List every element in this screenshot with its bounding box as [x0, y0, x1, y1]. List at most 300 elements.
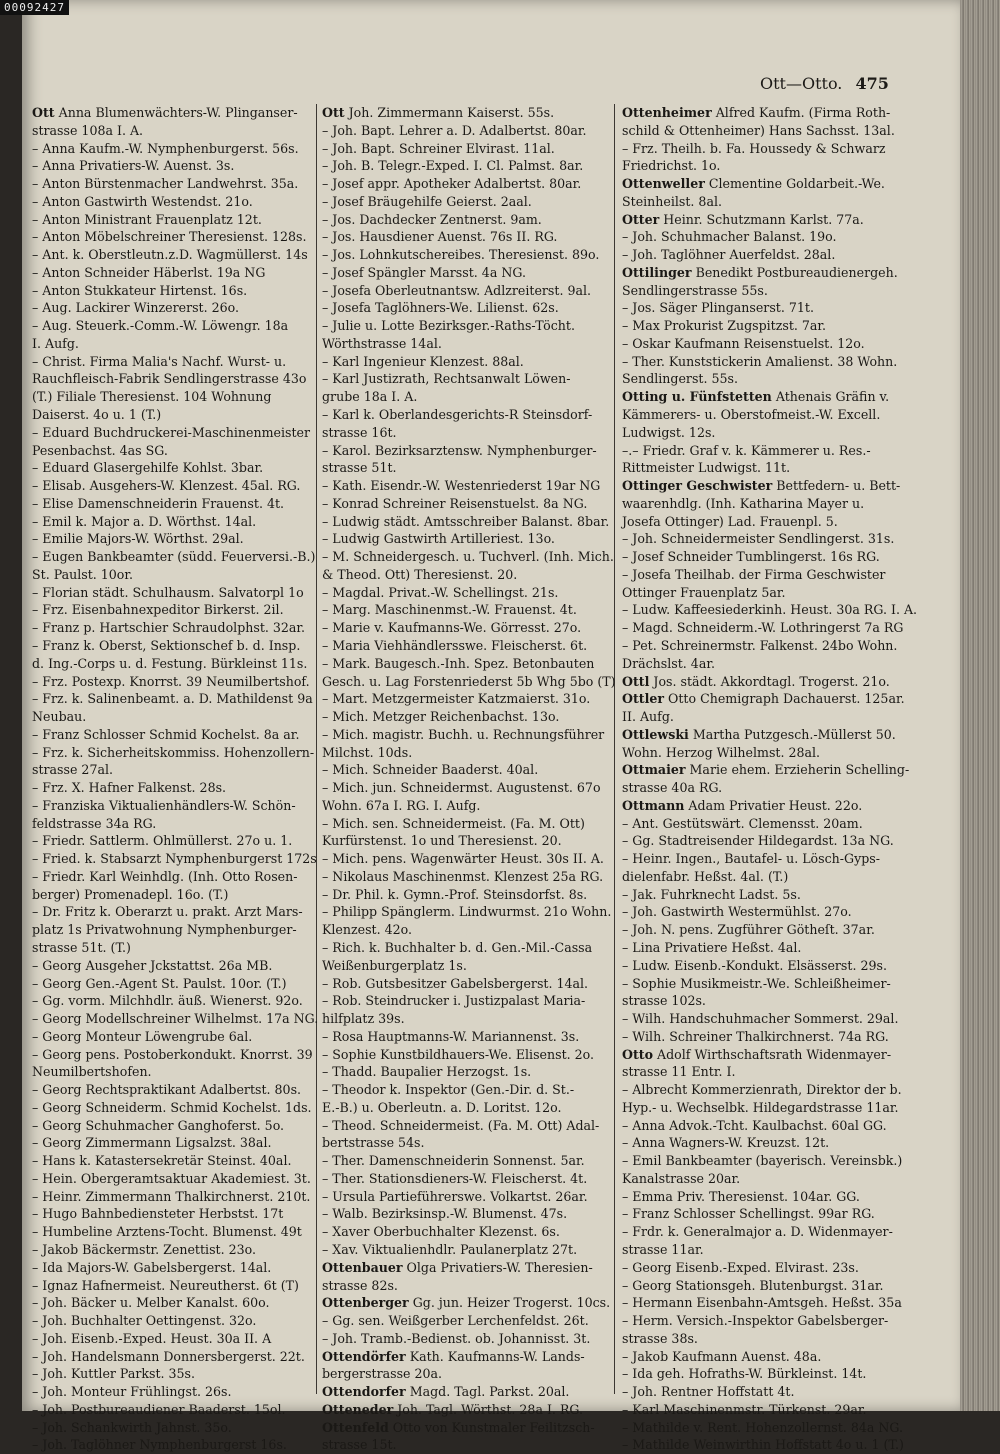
directory-entry-line — [322, 1419, 606, 1437]
directory-entry-line — [622, 832, 918, 850]
surname-heading: Ottlewski — [622, 726, 689, 742]
directory-entry-line — [322, 193, 606, 211]
directory-entry-line — [622, 637, 918, 655]
entry-text: grube 18a I. A. — [322, 389, 418, 405]
directory-entry-line — [622, 211, 918, 229]
entry-text: St. Paulst. 10or. — [32, 566, 134, 582]
directory-entry-line — [622, 1259, 918, 1277]
entry-text: Kurfürstenst. 1o und Theresienst. 20. — [322, 833, 562, 849]
surname-heading: Ottendorfer — [322, 1384, 406, 1400]
directory-entry-line — [32, 228, 308, 246]
entry-text: – Josefa Taglöhners-We. Lilienst. 62s. — [322, 300, 559, 316]
entry-text: bergerstrasse 20a. — [322, 1366, 443, 1382]
entry-text: Alfred Kaufm. (Firma Roth- — [711, 105, 891, 120]
entry-text: – Georg Gen.-Agent St. Paulst. 10or. (T.) — [32, 975, 287, 991]
entry-text: feldstrasse 34a RG. — [32, 815, 157, 831]
directory-entry-line — [622, 193, 918, 211]
entry-text: Rauchfleisch-Fabrik Sendlingerstrasse 43o — [32, 371, 307, 387]
entry-text: Olga Privatiers-W. Theresien- — [402, 1259, 593, 1275]
directory-entry-line — [622, 726, 918, 744]
entry-text: – Gg. vorm. Milchhdlr. äuß. Wienerst. 92o. — [32, 993, 303, 1009]
directory-entry-line — [32, 1330, 308, 1348]
directory-entry-line — [32, 299, 308, 317]
entry-text: – Mathilde Weinwirthin Hoffstatt 4o u. 1 (T.) — [622, 1437, 904, 1453]
directory-entry-line — [322, 726, 606, 744]
directory-entry-line — [32, 1294, 308, 1312]
entry-text: – Josefa Theilhab. der Firma Geschwister — [622, 566, 886, 582]
entry-text: Wohn. Herzog Wilhelmst. 28al. — [622, 744, 821, 760]
entry-text: Milchst. 10ds. — [322, 744, 413, 760]
entry-text: – Magdal. Privat.-W. Schellingst. 21s. — [322, 584, 559, 600]
entry-text: waarenhdlg. (Inh. Katharina Mayer u. — [622, 495, 865, 511]
directory-entry-line — [322, 246, 606, 264]
entry-text: – Rosa Hauptmanns-W. Mariannenst. 3s. — [322, 1028, 580, 1044]
directory-entry-line — [322, 228, 606, 246]
entry-text: Kanalstrasse 20ar. — [622, 1170, 741, 1186]
entry-text: – Frz. Theilh. b. Fa. Houssedy & Schwarz — [622, 140, 886, 156]
directory-entry-line — [622, 939, 918, 957]
entry-text: – Mich. Metzger Reichenbachst. 13o. — [322, 709, 560, 725]
surname-heading: Ottendörfer — [322, 1348, 406, 1364]
directory-entry-line — [32, 370, 308, 388]
entry-text: – Ther. Damenschneiderin Sonnenst. 5ar. — [322, 1153, 585, 1169]
surname-heading: Otting u. Fünfstetten — [622, 389, 772, 405]
entry-text: Steinheilst. 8al. — [622, 193, 722, 209]
directory-entry-line — [622, 264, 918, 282]
directory-entry-line — [622, 886, 918, 904]
directory-entry-line — [622, 1152, 918, 1170]
surname-heading: Ottilinger — [622, 264, 692, 280]
entry-text: – Josefa Oberleutnantsw. Adlzreiterst. 9al. — [322, 282, 592, 298]
entry-text: – Ther. Kunststickerin Amalienst. 38 Wohn. — [622, 353, 898, 369]
directory-entry-line — [322, 690, 606, 708]
directory-entry-line — [322, 175, 606, 193]
directory-entry-line — [622, 406, 918, 424]
entry-text: – Frz. k. Salinenbeamt. a. D. Mathildenst 9a — [32, 691, 313, 707]
directory-entry-line — [32, 584, 308, 602]
entry-text: Wörthstrasse 14al. — [322, 335, 442, 351]
directory-entry-line — [32, 246, 308, 264]
entry-text: – Wilh. Schreiner Thalkirchnerst. 74a RG. — [622, 1028, 889, 1044]
directory-column-1 — [32, 104, 319, 1453]
directory-entry-line — [322, 530, 606, 548]
directory-entry-line — [32, 566, 308, 584]
entry-text: Josefa Ottinger) Lad. Frauenpl. 5. — [622, 513, 838, 529]
entry-text: – Jos. Lohnkutschereibes. Theresienst. 89o. — [322, 247, 600, 263]
directory-entry-line — [322, 921, 606, 939]
directory-entry-line — [322, 104, 606, 122]
directory-entry-line — [32, 1188, 311, 1206]
entry-text: – Georg Stationsgeh. Blutenburgst. 31ar. — [622, 1277, 884, 1293]
directory-entry-line — [622, 370, 918, 388]
column-divider-1 — [316, 104, 317, 1394]
entry-text: – Xav. Viktualienhdlr. Paulanerplatz 27t. — [322, 1242, 578, 1257]
entry-text: – Anton Stukkateur Hirtenst. 16s. — [32, 282, 248, 298]
directory-entry-line — [32, 1223, 308, 1241]
entry-text: – Hans k. Katastersekretär Steinst. 40al. — [32, 1153, 292, 1169]
entry-text: – Florian städt. Schulhausm. Salvatorpl 1o — [32, 584, 304, 600]
entry-text: – Ludwig Gastwirth Artilleriest. 13o. — [322, 531, 555, 547]
entry-text: strasse 108a I. A. — [32, 122, 144, 138]
entry-text: – Josef appr. Apotheker Adalbertst. 80ar. — [322, 176, 582, 192]
surname-heading: Ottinger Geschwister — [622, 478, 773, 494]
entry-text: – Ida Majors-W. Gabelsbergerst. 14al. — [32, 1259, 272, 1275]
directory-entry-line — [322, 1383, 606, 1401]
entry-text: – Joh. Eisenb.-Exped. Heust. 30a II. A — [32, 1330, 272, 1346]
entry-text: – Kath. Eisendr.-W. Westenriederst 19ar NG — [322, 478, 601, 494]
directory-entry-line — [622, 1294, 918, 1312]
entry-text: – Anton Möbelschreiner Theresienst. 128s. — [32, 229, 307, 245]
directory-entry-line — [32, 513, 308, 531]
directory-entry-line — [322, 548, 614, 566]
directory-entry-line — [32, 619, 308, 637]
directory-entry-line — [322, 992, 606, 1010]
directory-entry-line — [32, 708, 308, 726]
entry-text: – Franziska Viktualienhändlers-W. Schön- — [32, 797, 296, 813]
entry-text: – Anton Bürstenmacher Landwehrst. 35a. — [32, 176, 299, 192]
directory-entry-line — [622, 673, 918, 691]
entry-text: Sendlingerst. 55s. — [622, 371, 738, 387]
entry-text: – Herm. Versich.-Inspektor Gabelsberger- — [622, 1313, 889, 1329]
directory-entry-line — [622, 761, 918, 779]
directory-column-2 — [322, 104, 616, 1453]
entry-text: – Mich. pens. Wagenwärter Heust. 30s II. A. — [322, 851, 604, 867]
entry-text: – Anna Privatiers-W. Auenst. 3s. — [32, 158, 235, 174]
entry-text: – Oskar Kaufmann Reisenstuelst. 12o. — [622, 335, 865, 351]
directory-entry-line — [32, 886, 308, 904]
directory-entry-line — [32, 1028, 308, 1046]
directory-entry-line — [622, 903, 918, 921]
entry-text: – Joh. N. pens. Zugführer Götheſt. 37ar. — [622, 922, 875, 938]
directory-entry-line — [32, 335, 308, 353]
surname-heading: Otter — [622, 211, 660, 227]
entry-text: – Joh. Schneidermeister Sendlingerst. 31s. — [622, 531, 895, 547]
directory-entry-line — [32, 761, 308, 779]
directory-entry-line — [622, 992, 918, 1010]
directory-entry-line — [322, 513, 610, 531]
entry-text: E.-B.) u. Oberleutn. a. D. Loritst. 12o. — [322, 1099, 562, 1115]
entry-text: – Mich. magistr. Buchh. u. Rechnungsführer — [322, 726, 605, 742]
directory-entry-line — [322, 1241, 606, 1259]
directory-entry-line — [322, 282, 606, 300]
directory-entry-line — [622, 335, 918, 353]
directory-entry-line — [322, 1099, 606, 1117]
directory-entry-line — [622, 584, 918, 602]
entry-text: – Jos. Dachdecker Zentnerst. 9am. — [322, 211, 542, 227]
directory-entry-line — [322, 1436, 606, 1454]
entry-text: Martha Putzgesch.-Müllerst 50. — [688, 726, 896, 742]
entry-text: – Anna Advok.-Tcht. Kaulbachst. 60al GG. — [622, 1117, 887, 1133]
page-header — [760, 74, 930, 93]
entry-text: strasse 16t. — [322, 424, 397, 440]
entry-text: – Joh. Taglöhner Auerfeldst. 28al. — [622, 247, 836, 263]
directory-entry-line — [322, 299, 606, 317]
directory-entry-line — [322, 903, 612, 921]
entry-text: – Marie v. Kaufmanns-We. Görresst. 27o. — [322, 620, 582, 636]
entry-text: – Georg Monteur Löwengrube 6al. — [32, 1028, 253, 1044]
directory-entry-line — [322, 495, 606, 513]
entry-text: platz 1s Privatwohnung Nymphenburger- — [32, 922, 297, 938]
directory-entry-line — [622, 779, 918, 797]
directory-entry-line — [622, 1401, 918, 1419]
directory-entry-line — [32, 282, 308, 300]
entry-text: Marie ehem. Erzieherin Schelling- — [685, 762, 910, 778]
entry-text: – Dr. Phil. k. Gymn.-Prof. Steinsdorfst. 8s. — [322, 886, 588, 902]
entry-text: –.– Friedr. Graf v. k. Kämmerer u. Res.- — [622, 442, 871, 458]
entry-text: – Mart. Metzgermeister Katzmaierst. 31o. — [322, 691, 591, 707]
directory-entry-line — [32, 939, 308, 957]
scan-id-stamp: 00092427 — [0, 0, 69, 15]
directory-entry-line — [322, 1348, 606, 1366]
entry-text: – Joh. Buchhalter Oettingenst. 32o. — [32, 1313, 257, 1329]
surname-heading: Ottler — [622, 691, 665, 707]
entry-text: – Ther. Stationsdieners-W. Fleischerst. 4t. — [322, 1170, 588, 1186]
directory-entry-line — [322, 655, 606, 673]
entry-text: – Eduard Buchdruckerei-Maschinenmeister — [32, 424, 311, 440]
directory-entry-line — [322, 1365, 606, 1383]
entry-text: Pesenbachst. 4as SG. — [32, 442, 168, 458]
directory-entry-line — [32, 1401, 308, 1419]
book-page-edges — [960, 0, 1000, 1411]
directory-entry-line — [32, 495, 308, 513]
entry-text: strasse 51t. — [322, 460, 397, 476]
directory-entry-line — [32, 815, 308, 833]
directory-entry-line — [322, 815, 606, 833]
directory-entry-line — [32, 353, 308, 371]
directory-entry-line — [622, 530, 918, 548]
directory-entry-line — [622, 1277, 918, 1295]
directory-entry-line — [622, 690, 918, 708]
entry-text: – Albrecht Kommerzienrath, Direktor der b. — [622, 1082, 902, 1098]
directory-entry-line — [622, 317, 918, 335]
entry-text: Adam Privatier Heust. 22o. — [684, 797, 863, 813]
entry-text: Magd. Tagl. Parkst. 20al. — [405, 1384, 570, 1400]
entry-text: strasse 82s. — [322, 1277, 398, 1293]
directory-entry-line — [322, 584, 606, 602]
entry-text: – Ant. k. Oberstleutn.z.D. Wagmüllerst. 14s — [32, 247, 308, 263]
directory-entry-line — [622, 1383, 918, 1401]
entry-text: Jos. städt. Akkordtagl. Trogerst. 21o. — [649, 673, 890, 689]
entry-text: – Ludwig städt. Amtsschreiber Balanst. 8bar. — [322, 513, 610, 529]
entry-text: – Josef Spängler Marsst. 4a NG. — [322, 264, 526, 280]
directory-entry-line — [322, 1401, 606, 1419]
entry-text: – Fried. k. Stabsarzt Nymphenburgerst 172s — [32, 851, 317, 867]
entry-text: – Walb. Bezirksinsp.-W. Blumenst. 47s. — [322, 1206, 568, 1222]
entry-text: Ludwigst. 12s. — [622, 424, 716, 440]
directory-entry-line — [622, 299, 918, 317]
entry-text: strasse 102s. — [622, 993, 706, 1009]
directory-entry-line — [32, 850, 317, 868]
page-number: 475 — [855, 74, 889, 93]
directory-entry-line — [622, 619, 918, 637]
entry-text: – Theodor k. Inspektor (Gen.-Dir. d. St.- — [322, 1082, 575, 1098]
entry-text: Otto von Kunstmaler Feilitzsch- — [388, 1419, 595, 1435]
entry-text: Drächslst. 4ar. — [622, 655, 715, 671]
entry-text: – Hermann Eisenbahn-Amtsgeh. Heßst. 35a — [622, 1295, 902, 1311]
directory-entry-line — [32, 1081, 308, 1099]
entry-text: Otto Chemigraph Dachauerst. 125ar. — [664, 691, 905, 707]
directory-entry-line — [32, 1348, 308, 1366]
directory-entry-line — [32, 1099, 312, 1117]
directory-entry-line — [32, 1152, 308, 1170]
entry-text: (T.) Filiale Theresienst. 104 Wohnung — [32, 389, 272, 405]
directory-entry-line — [322, 406, 606, 424]
directory-entry-line — [322, 1330, 606, 1348]
entry-text: & Theod. Ott) Theresienst. 20. — [322, 566, 518, 582]
directory-entry-line — [322, 868, 606, 886]
entry-text: – Joh. Monteur Frühlingst. 26s. — [32, 1384, 232, 1400]
directory-entry-line — [32, 548, 316, 566]
directory-entry-line — [32, 1205, 308, 1223]
entry-text: – Joh. Handelsmann Donnersbergerst. 22t. — [32, 1348, 305, 1364]
entry-text: – Joh. B. Telegr.-Exped. I. Cl. Palmst. 8ar. — [322, 158, 584, 174]
surname-heading: Ott — [322, 105, 345, 120]
directory-entry-line — [622, 815, 918, 833]
entry-text: Neumilbertshofen. — [32, 1064, 152, 1080]
directory-entry-line — [322, 957, 606, 975]
running-head: Ott—Otto. — [760, 74, 843, 93]
entry-text: – Ludw. Eisenb.-Kondukt. Elsässerst. 29s. — [622, 957, 887, 973]
entry-text: – Theod. Schneidermeist. (Fa. M. Ott) Adal- — [322, 1117, 600, 1133]
directory-entry-line — [32, 601, 308, 619]
directory-entry-line — [622, 1081, 918, 1099]
directory-entry-line — [622, 1117, 918, 1135]
entry-text: – Pet. Schreinermstr. Falkenst. 24bo Wohn. — [622, 637, 898, 653]
directory-entry-line — [322, 335, 606, 353]
entry-text: – Joh. Gastwirth Westermühlst. 27o. — [622, 904, 852, 920]
directory-entry-line — [32, 1277, 308, 1295]
directory-entry-line — [322, 1223, 606, 1241]
surname-heading: Ottenheimer — [622, 105, 712, 120]
directory-entry-line — [32, 903, 308, 921]
directory-entry-line — [322, 264, 606, 282]
directory-entry-line — [32, 1383, 308, 1401]
directory-entry-line — [322, 1117, 606, 1135]
directory-entry-line — [32, 122, 308, 140]
entry-text: Gg. jun. Heizer Trogerst. 10cs. — [408, 1295, 611, 1311]
entry-text: – Elisab. Ausgehers-W. Klenzest. 45al. RG. — [32, 478, 301, 494]
entry-text: Joh. Tagl. Wörthst. 28a I. RG. — [393, 1401, 584, 1417]
directory-entry-line — [322, 601, 606, 619]
directory-entry-line — [322, 459, 606, 477]
directory-entry-line — [32, 530, 308, 548]
entry-text: – Frz. k. Sicherheitskommiss. Hohenzollern- — [32, 744, 315, 760]
entry-text: – Eugen Bankbeamter (südd. Feuerversi.-B.) — [32, 549, 316, 565]
directory-entry-line — [322, 157, 606, 175]
directory-entry-line — [622, 655, 918, 673]
entry-text: – Franz p. Hartschier Schraudolphst. 32ar. — [32, 620, 306, 636]
entry-text: – Georg Modellschreiner Wilhelmst. 17a NG. — [32, 1011, 319, 1027]
entry-text: – Sophie Kunstbildhauers-We. Elisenst. 2o. — [322, 1046, 595, 1062]
directory-entry-line — [622, 175, 918, 193]
entry-text: – Franz Schlosser Schmid Kochelst. 8a ar. — [32, 726, 300, 742]
directory-entry-line — [32, 832, 308, 850]
entry-text: – Georg Schuhmacher Ganghoferst. 5o. — [32, 1117, 285, 1133]
directory-entry-line — [622, 1205, 918, 1223]
directory-entry-line — [622, 282, 918, 300]
entry-text: Kämmerers- u. Oberstofmeist.-W. Excell. — [622, 407, 881, 423]
entry-text: – Sophie Musikmeistr.-We. Schleißheimer- — [622, 975, 891, 991]
entry-text: – Joh. Taglöhner Nymphenburgerst 16s. — [32, 1437, 287, 1453]
entry-text: – Wilh. Handschuhmacher Sommerst. 29al. — [622, 1011, 899, 1027]
directory-entry-line — [622, 140, 918, 158]
directory-entry-line — [32, 797, 308, 815]
surname-heading: Ottenfeld — [322, 1419, 389, 1435]
directory-entry-line — [322, 122, 606, 140]
surname-heading: Ottenbauer — [322, 1259, 403, 1275]
entry-text: Benedikt Postbureaudienergeh. — [691, 264, 898, 280]
entry-text: – Lina Privatiere Heßst. 4al. — [622, 939, 802, 955]
entry-text: strasse 38s. — [622, 1330, 698, 1346]
directory-entry-line — [622, 1312, 918, 1330]
entry-text: strasse 15t. — [322, 1437, 397, 1453]
entry-text: – Ida geh. Hofraths-W. Bürkleinst. 14t. — [622, 1366, 867, 1382]
entry-text: Daiserst. 4o u. 1 (T.) — [32, 407, 162, 423]
directory-entry-line — [322, 388, 606, 406]
directory-entry-line — [622, 1330, 918, 1348]
directory-entry-line — [322, 673, 616, 691]
entry-text: – Georg Zimmermann Ligsalzst. 38al. — [32, 1135, 272, 1151]
directory-entry-line — [322, 850, 606, 868]
directory-entry-line — [32, 104, 308, 122]
entry-text: Friedrichst. 1o. — [622, 158, 721, 174]
entry-text: strasse 11ar. — [622, 1242, 704, 1257]
directory-entry-line — [322, 353, 606, 371]
directory-entry-line — [322, 1010, 606, 1028]
entry-text: – Frdr. k. Generalmajor a. D. Widenmayer- — [622, 1224, 893, 1240]
entry-text: – Anton Ministrant Frauenplatz 12t. — [32, 211, 262, 227]
entry-text: – Jos. Säger Plinganserst. 71t. — [622, 300, 814, 316]
directory-entry-line — [32, 1010, 319, 1028]
directory-entry-line — [32, 1259, 308, 1277]
entry-text: – Gg. Stadtreisender Hildegardst. 13a NG. — [622, 833, 894, 849]
directory-entry-line — [32, 1117, 308, 1135]
directory-entry-line — [32, 1241, 308, 1259]
entry-text: – Julie u. Lotte Bezirksger.-Raths-Töcht. — [322, 318, 575, 334]
directory-entry-line — [322, 1046, 606, 1064]
directory-entry-line — [322, 1277, 606, 1295]
directory-entry-line — [622, 744, 918, 762]
directory-entry-line — [322, 477, 606, 495]
directory-entry-line — [622, 797, 918, 815]
entry-text: – Marg. Maschinenmst.-W. Frauenst. 4t. — [322, 602, 577, 618]
surname-heading: Ottenweller — [622, 176, 705, 192]
entry-text: – Franz k. Oberst, Sektionschef b. d. Insp. — [32, 637, 301, 653]
entry-text: – Georg Rechtspraktikant Adalbertst. 80s. — [32, 1082, 302, 1098]
entry-text: – Franz Schlosser Schellingst. 99ar RG. — [622, 1206, 875, 1222]
directory-entry-line — [322, 317, 606, 335]
entry-text: Rittmeister Ludwigst. 11t. — [622, 460, 791, 476]
directory-entry-line — [622, 246, 918, 264]
directory-entry-line — [622, 1028, 918, 1046]
entry-text: Anna Blumenwächters-W. Plinganser- — [54, 105, 298, 120]
directory-entry-line — [32, 726, 308, 744]
entry-text: – Mich. sen. Schneidermeist. (Fa. M. Ott) — [322, 815, 585, 831]
directory-entry-line — [622, 513, 918, 531]
surname-heading: Ottenberger — [322, 1295, 409, 1311]
directory-entry-line — [322, 424, 606, 442]
directory-entry-line — [322, 1170, 606, 1188]
entry-text: – Frz. Postexp. Knorrst. 39 Neumilbertshof. — [32, 673, 310, 689]
entry-text: – Eduard Glasergehilfe Kohlst. 3bar. — [32, 460, 264, 476]
entry-text: Neubau. — [32, 709, 87, 725]
entry-text: – Joh. Tramb.-Bedienst. ob. Johannisst. 3t. — [322, 1330, 591, 1346]
entry-text: – Joh. Bapt. Schreiner Elvirast. 11al. — [322, 140, 555, 156]
directory-entry-line — [32, 673, 308, 691]
surname-heading: Ott — [32, 105, 55, 120]
directory-entry-line — [622, 850, 918, 868]
directory-entry-line — [622, 477, 918, 495]
